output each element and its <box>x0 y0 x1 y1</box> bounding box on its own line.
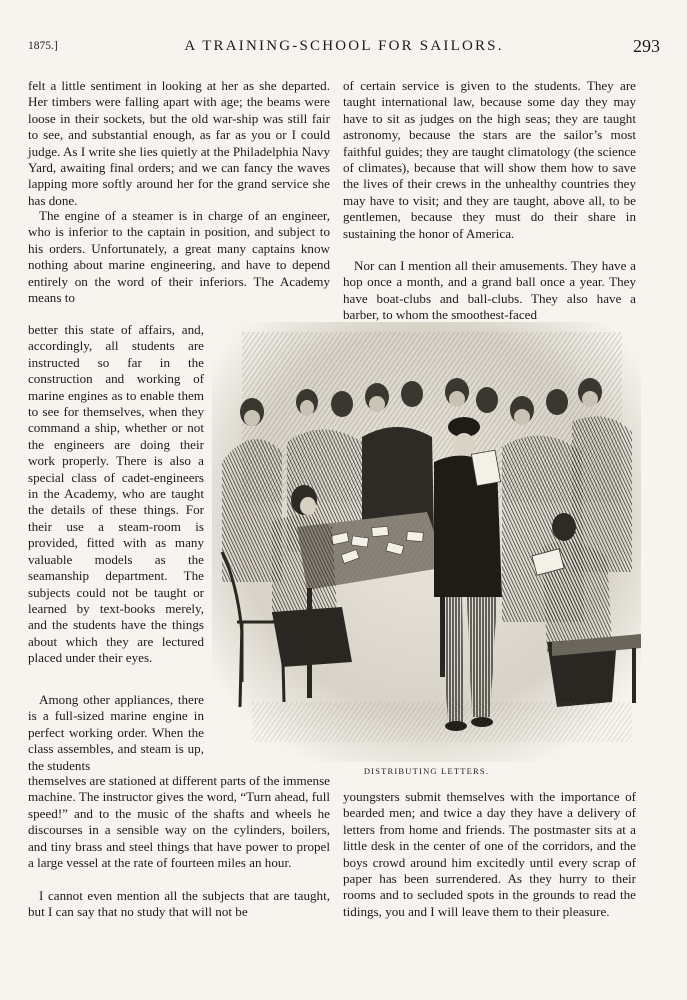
left-paragraph-2-narrow: better this state of affairs, and, accordingly, all students are instructed so far in the construction and working of marine engines as to enable them to see for themselves, when they command a ship, whether or not the engineers are doing their work properly. There is also a special class of cadet-engineers in the Academy, who are taught the details of these things. For their use a steam-room is provided, fitted with as many valuable models as the seamanship department. The subjects could not be taught or learned by text-books merely, and the students have the things about which they are lectured placed under their eyes. <box>28 322 204 666</box>
header-title: A TRAINING-SCHOOL FOR SAILORS. <box>184 38 504 54</box>
left-paragraph-1: felt a little sentiment in looking at her as she departed. Her timbers were falling apart with age; the beams were loose in their sockets, but the old war-ship was still fair to see, and substantial enough, as far as you or I could judge. As I write she lies quietly at the Philadelphia Navy Yard, awaiting final orders; and we can fancy the waves lapping more softly around her for the grand service she has done. <box>28 78 330 208</box>
running-header <box>28 36 660 58</box>
left-paragraph-4: I cannot even mention all the subjects that are taught, but I can say that no study that will not be <box>28 888 330 920</box>
illustration-caption: DISTRIBUTING LETTERS. <box>363 766 490 776</box>
left-paragraph-3-continued: themselves are stationed at different parts of the immense machine. The instructor gives the word, “Turn ahead, full speed!” and to the music of the shafts and wheels he discourses in a sensible way on the cylinders, boilers, and tiny brass and steel things that have power to propel a large vessel at the rate of fourteen miles an hour. <box>28 773 330 871</box>
right-paragraph-3: youngsters submit themselves with the importance of bearded men; and twice a day they have a delivery of letters from home and friends. The postmaster sits at a little desk in the center of one of the corridors, and the boys crowd around him excitedly until every scrap of paper has been surrendered. As they hurry to their rooms and to secluded spots in the grounds to read the tidings, you and I will leave them to their pleasure. <box>343 789 636 919</box>
left-paragraph-2: The engine of a steamer is in charge of an engineer, who is inferior to the captain in position, and subject to his orders. Unfortunately, a great many captains know nothing about marine engineering, and have to depend entirely on the word of their inferiors. The Academy means to <box>28 208 330 306</box>
page-number: 293 <box>633 36 660 56</box>
engraving-distributing-letters <box>212 322 641 762</box>
right-paragraph-2: Nor can I mention all their amusements. They have a hop once a month, and a grand ball once a year. They have boat-clubs and ball-clubs. They also have a barber, to whom the smoothest-faced <box>343 258 636 323</box>
engraving-drawing <box>212 322 641 762</box>
header-year: 1875.] <box>28 40 58 52</box>
left-paragraph-3: Among other appliances, there is a full-sized marine engine in perfect working order. When the class assembles, and steam is up, the students <box>28 692 204 773</box>
right-paragraph-1: of certain service is given to the students. They are taught international law, because some day they may have to sit as judges on the high seas; they are taught astronomy, because the stars are the sailor’s most faithful guides; they are taught climatology (the science of climates), because that will show them how to save the lives of their crews in the unhealthy countries they may have to visit; and they are taught, above all, to be gentlemen, because they must do their share in sustaining the honor of America. <box>343 78 636 241</box>
